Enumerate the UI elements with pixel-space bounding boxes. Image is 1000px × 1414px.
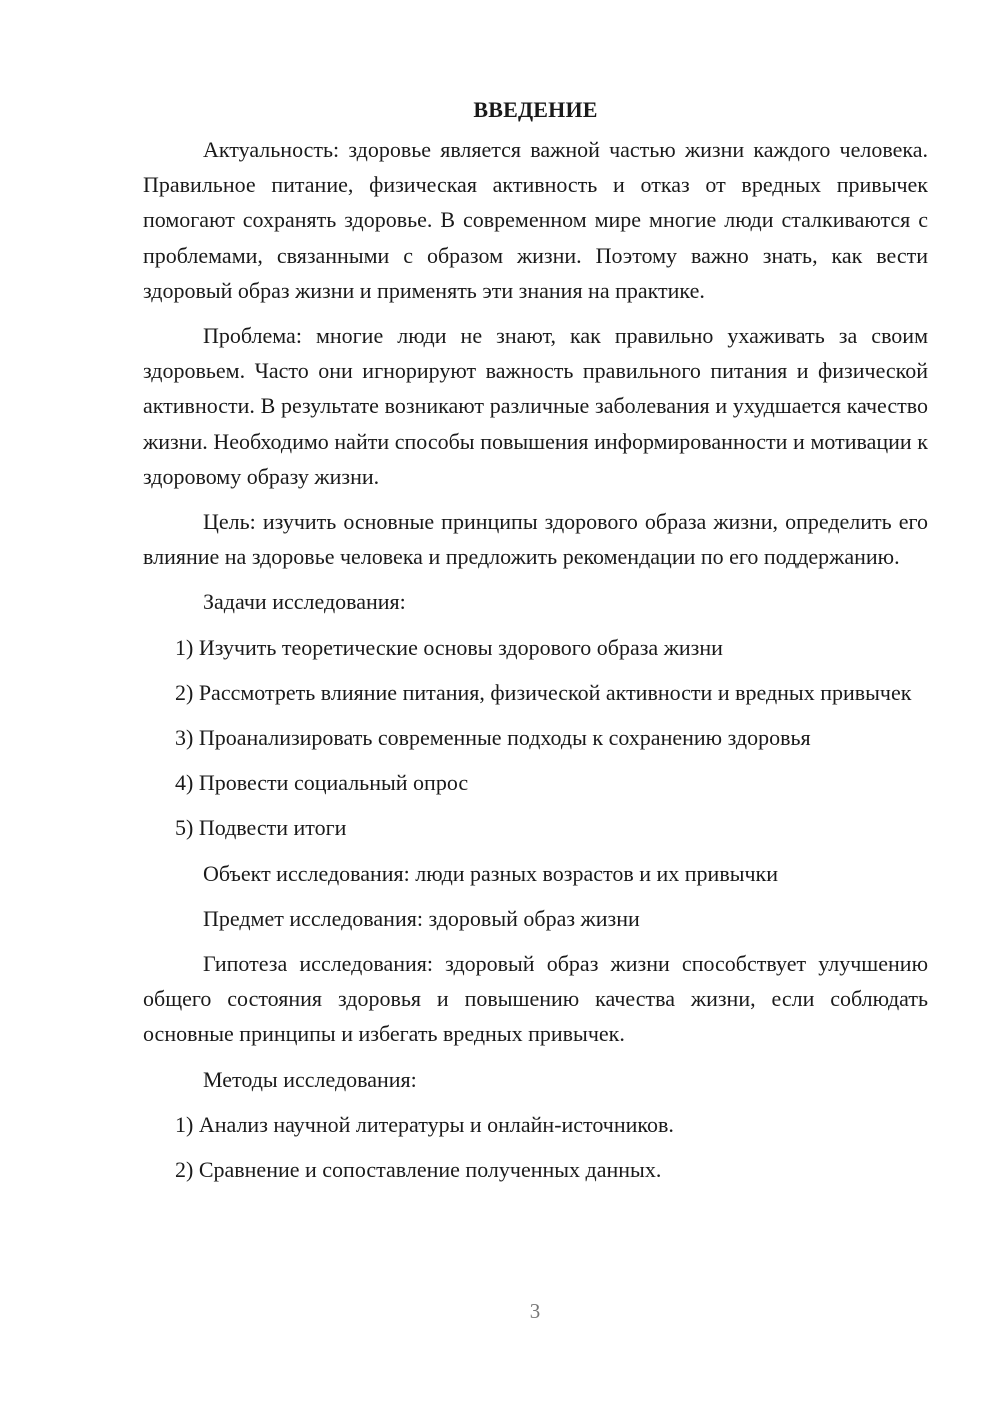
page-number: 3 <box>529 1299 541 1323</box>
methods-heading: Методы исследования: <box>203 1066 417 1092</box>
list-item: 2) Сравнение и сопоставление полученных данных. <box>175 1157 662 1183</box>
page-content <box>143 92 928 1187</box>
subject-paragraph: Предмет исследования: здоровый образ жизни <box>203 905 640 931</box>
list-item: 1) Изучить теоретические основы здорового образа жизни <box>175 634 723 660</box>
list-item: 3) Проанализировать современные подходы к сохранению здоровья <box>175 725 811 751</box>
list-item: 2) Рассмотреть влияние питания, физической активности и вредных привычек <box>175 679 912 705</box>
relevance-paragraph: Актуальность: здоровье является важной частью жизни каждого человека. Правильное питание, физическая активность и отказ от вредных привычек помогают сохранять здоровье. В современном мире многие люди сталкиваются с проблемами, связанными с образом жизни. Поэтому важно знать, как вести здоровый образ жизни и применять эти знания на практике. <box>143 137 928 303</box>
tasks-heading: Задачи исследования: <box>203 589 406 615</box>
tasks-list <box>143 630 928 846</box>
list-item: 4) Провести социальный опрос <box>175 770 469 796</box>
problem-paragraph: Проблема: многие люди не знают, как правильно ухаживать за своим здоровьем. Часто они игнорируют важность правильного питания и физической активности. В результате возникают различные заболевания и ухудшается качество жизни. Необходимо найти способы повышения информированности и мотивации к здоровому образу жизни. <box>143 323 928 489</box>
object-paragraph: Объект исследования: люди разных возрастов и их привычки <box>203 860 779 886</box>
hypothesis-paragraph: Гипотеза исследования: здоровый образ жизни способствует улучшению общего состояния здоровья и повышению качества жизни, если соблюдать основные принципы и избегать вредных привычек. <box>143 951 928 1047</box>
list-item: 5) Подвести итоги <box>175 815 347 841</box>
methods-list <box>143 1107 928 1187</box>
list-item: 1) Анализ научной литературы и онлайн-источников. <box>175 1111 674 1137</box>
goal-paragraph: Цель: изучить основные принципы здорового образа жизни, определить его влияние на здоровье человека и предложить рекомендации по его поддержанию. <box>143 509 928 570</box>
page-title: ВВЕДЕНИЕ <box>473 97 598 122</box>
